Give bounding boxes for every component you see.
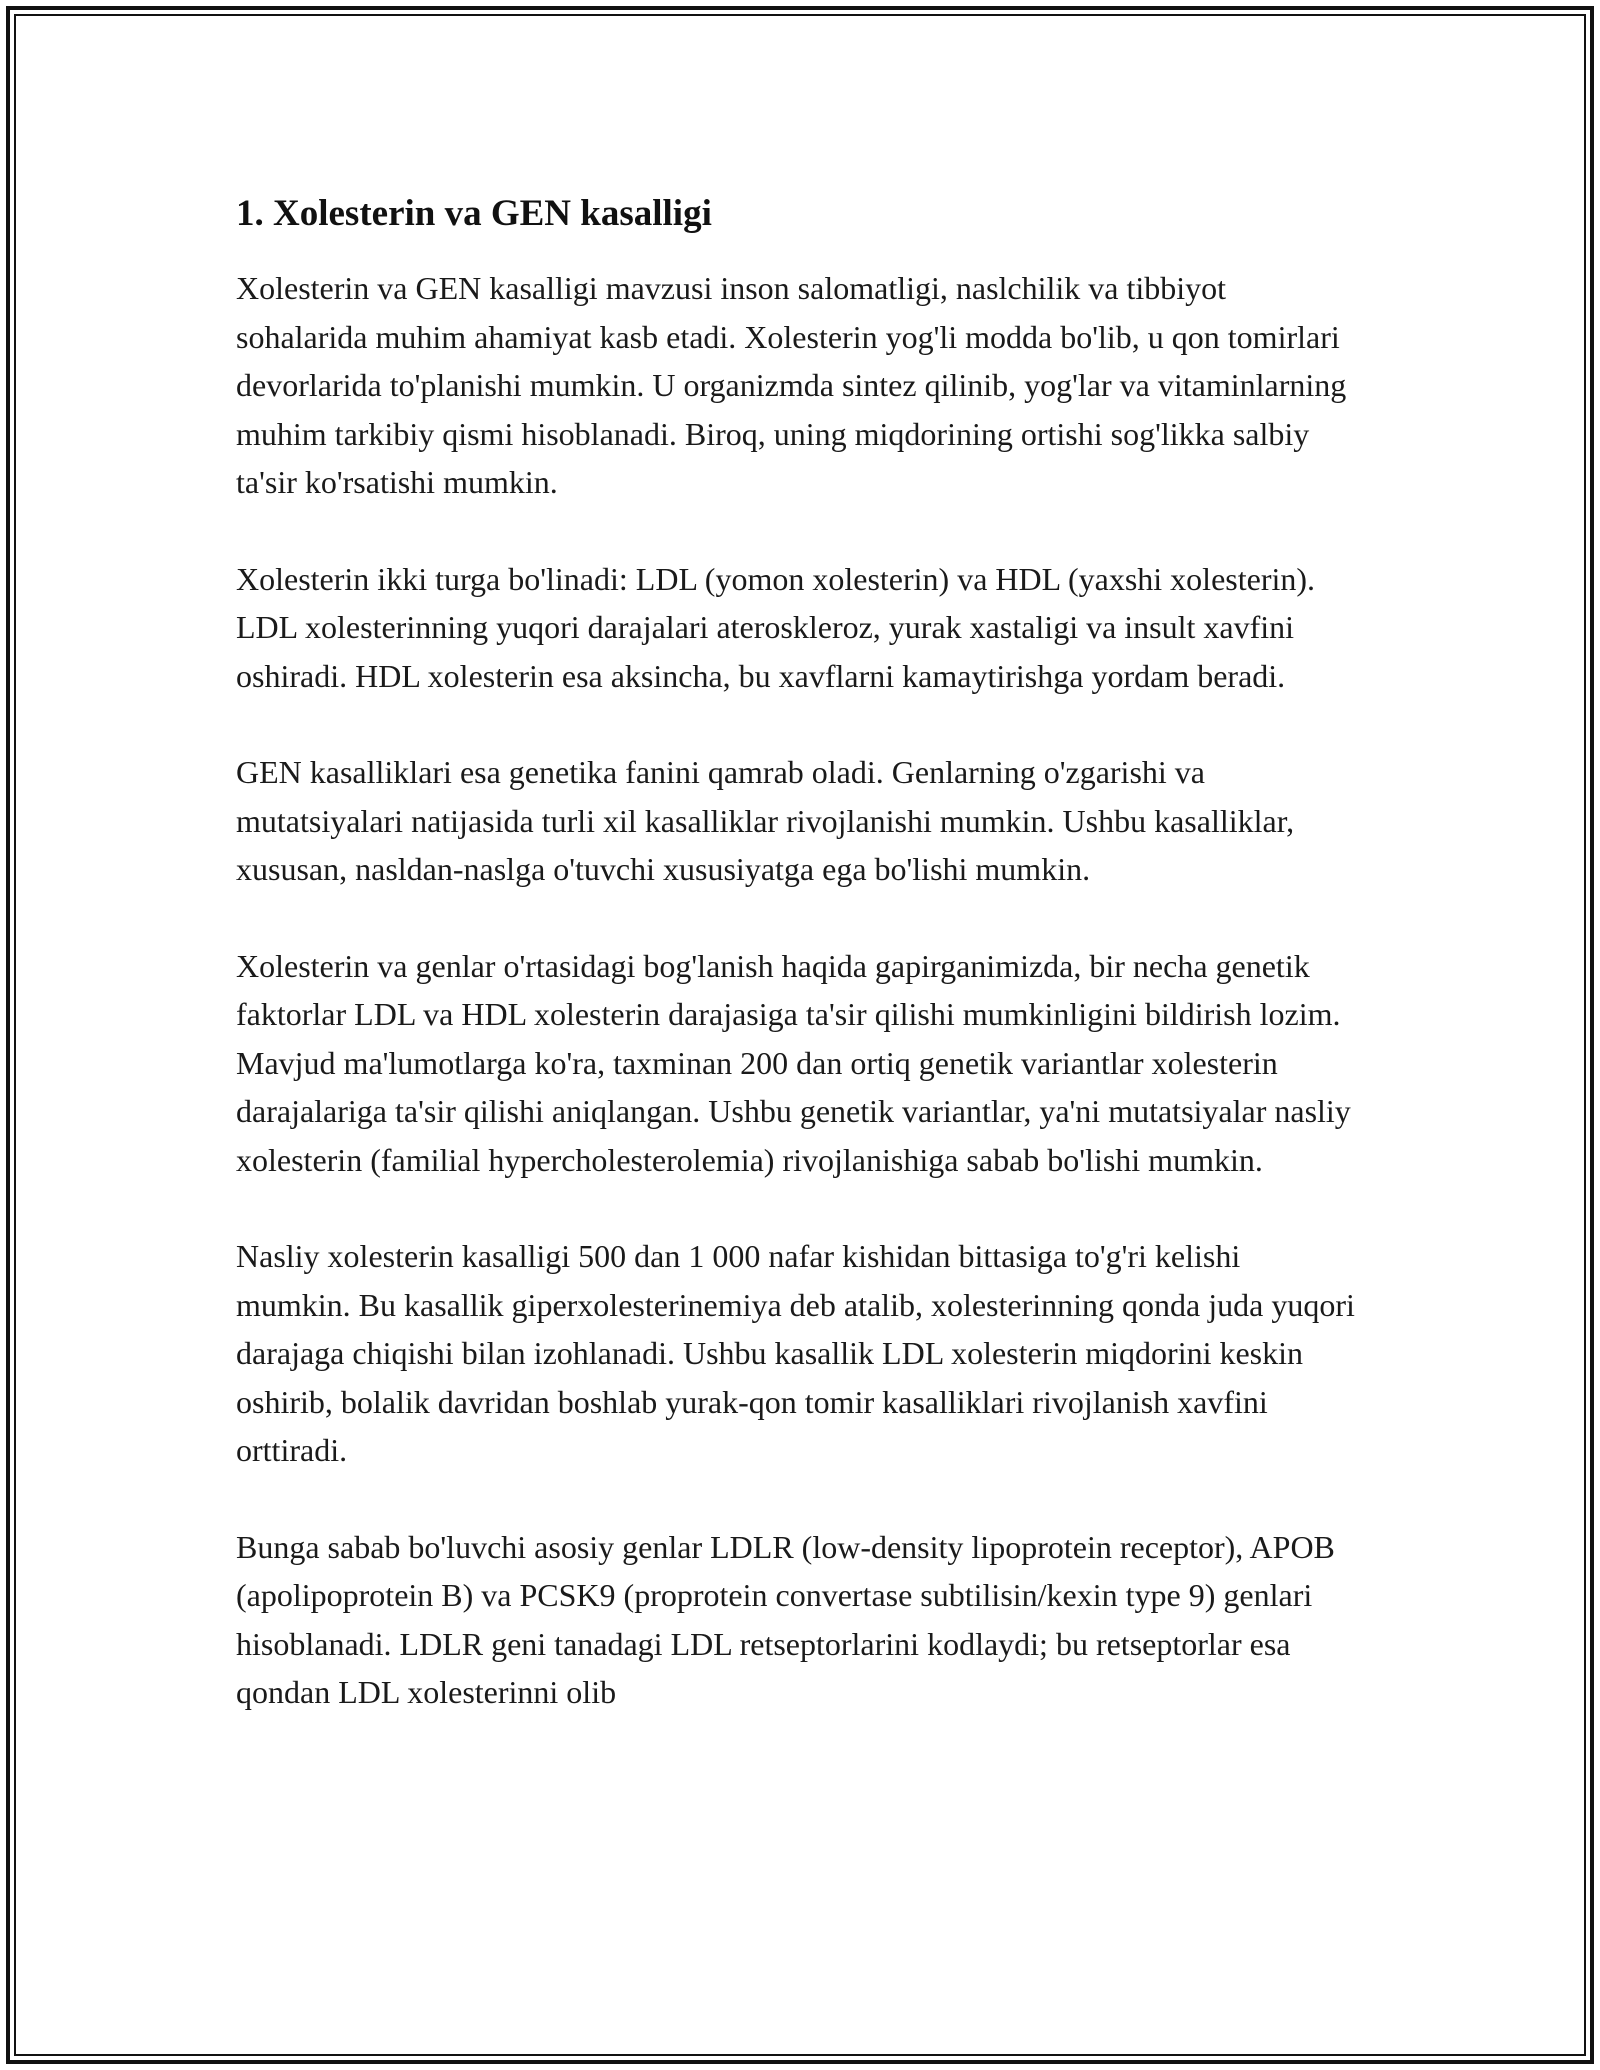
paragraph-gen-kasalliklari: GEN kasalliklari esa genetika fanini qamrab oladi. Genlarning o'zgarishi va mutatsiyalari natijasida turli xil kasalliklar rivojlanishi mumkin. Ushbu kasalliklar, xususan, nasldan-naslga o'tuvchi xususiyatga ega bo'lishi mumkin. [236,754,1295,887]
document-body [236,188,1360,1717]
paragraph-main-genes: Bunga sabab bo'luvchi asosiy genlar LDLR (low-density lipoprotein receptor), APOB (apolipoprotein B) va PCSK9 (proprotein convertase subtilisin/kexin type 9) genlari hisoblanadi. LDLR geni tanadagi LDL retseptorlarini kodlaydi; bu retseptorlar esa qondan LDL xolesterinni olib [236,1528,1335,1710]
paragraph-genetic-factors: Xolesterin va genlar o'rtasidagi bog'lanish haqida gapirganimizda, bir necha genetik faktorlar LDL va HDL xolesterin darajasiga ta'sir qilishi mumkinligini bildirish lozim. Mavjud ma'lumotlarga ko'ra, taxminan 200 dan ortiq genetik variantlar xolesterin darajalariga ta'sir qilishi aniqlangan. Ushbu genetik variantlar, ya'ni mutatsiyalar nasliy xolesterin (familial hypercholesterolemia) rivojlanishiga sabab bo'lishi mumkin. [236,947,1351,1178]
paragraph-xolesterin-intro: Xolesterin va GEN kasalligi mavzusi inson salomatligi, naslchilik va tibbiyot sohalarida muhim ahamiyat kasb etadi. Xolesterin yog'li modda bo'lib, u qon tomirlari devorlarida to'planishi mumkin. U organizmda sintez qilinib, yog'lar va vitaminlarning muhim tarkibiy qismi hisoblanadi. Biroq, uning miqdorining ortishi sog'likka salbiy ta'sir ko'rsatishi mumkin. [236,270,1347,500]
paragraph-nasliy-xolesterin: Nasliy xolesterin kasalligi 500 dan 1 000 nafar kishidan bittasiga to'g'ri kelishi mumkin. Bu kasallik giperxolesterinemiya deb atalib, xolesterinning qonda juda yuqori darajaga chiqishi bilan izohlanadi. Ushbu kasallik LDL xolesterin miqdorini keskin oshirib, bolalik davridan boshlab yurak-qon tomir kasalliklari rivojlanish xavfini orttiradi. [236,1238,1355,1468]
paragraph-ldl-hdl: Xolesterin ikki turga bo'linadi: LDL (yomon xolesterin) va HDL (yaxshi xolesterin). LDL xolesterinning yuqori darajalari ateroskleroz, yurak xastaligi va insult xavfini oshiradi. HDL xolesterin esa aksincha, bu xavflarni kamaytirishga yordam beradi. [236,560,1316,694]
section-heading: 1. Xolesterin va GEN kasalligi [236,193,712,234]
